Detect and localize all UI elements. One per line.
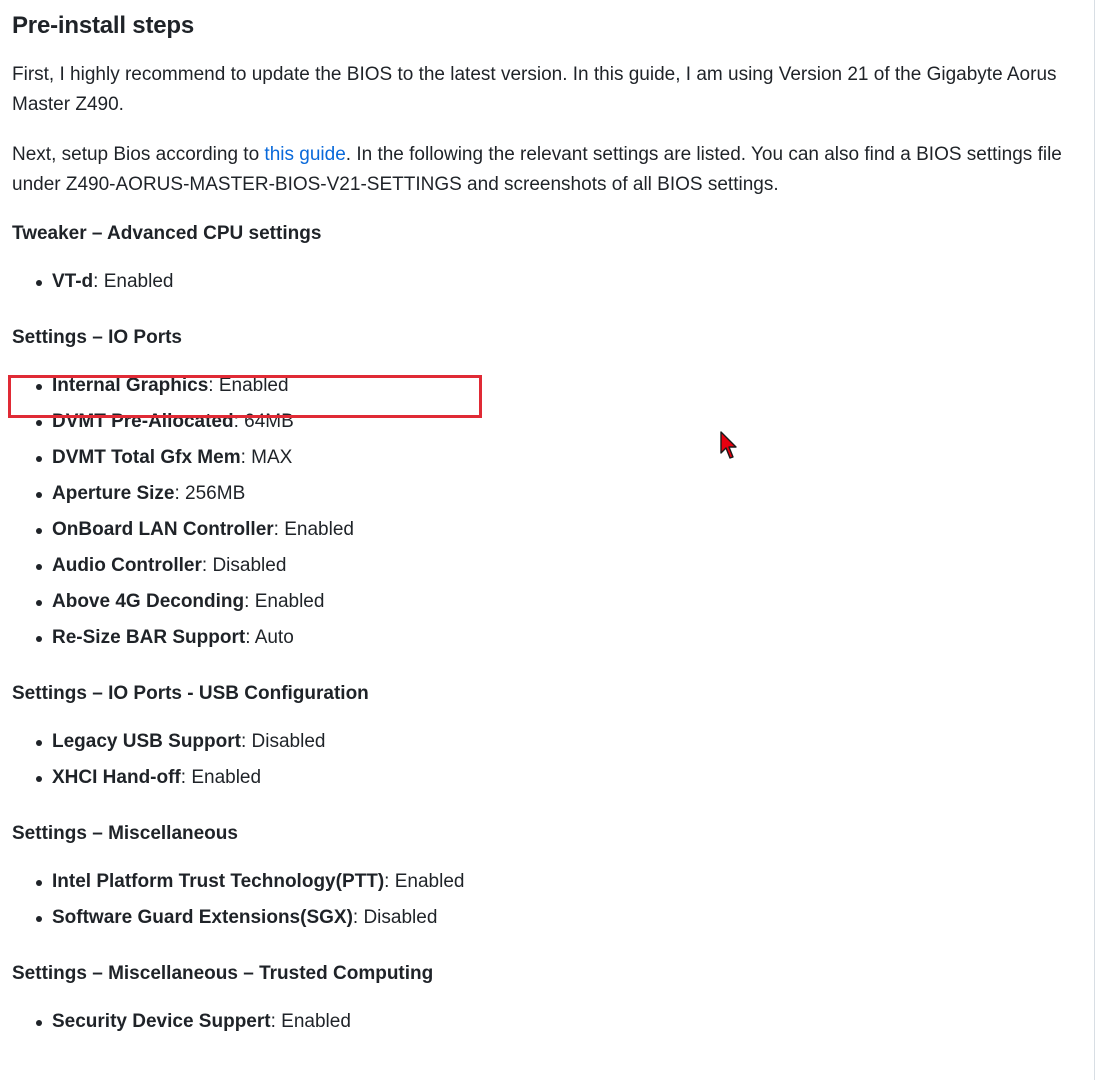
- scrollbar-track[interactable]: [1094, 0, 1098, 1080]
- settings-list-io-ports: [12, 368, 1072, 656]
- setting-name: OnBoard LAN Controller: [52, 519, 274, 540]
- setting-name: DVMT Total Gfx Mem: [52, 447, 241, 468]
- list-item: [52, 724, 1072, 760]
- section-heading-usb-configuration: Settings – IO Ports - USB Configuration: [12, 683, 369, 704]
- setting-value: : MAX: [240, 447, 293, 468]
- list-item: [52, 584, 1072, 620]
- settings-list-miscellaneous: [12, 864, 1072, 936]
- setting-name: Legacy USB Support: [52, 731, 241, 752]
- list-item: [52, 864, 1072, 900]
- list-item: [52, 440, 1072, 476]
- setting-name: Security Device Suppert: [52, 1011, 271, 1032]
- setting-name: XHCI Hand-off: [52, 767, 181, 788]
- list-item: [52, 512, 1072, 548]
- list-item: [52, 548, 1072, 584]
- settings-list-usb-configuration: [12, 724, 1072, 796]
- section-heading-trusted-computing: Settings – Miscellaneous – Trusted Computing: [12, 963, 434, 984]
- list-item: [52, 264, 1072, 300]
- setting-value: : Enabled: [270, 1011, 351, 1032]
- setting-name: Re-Size BAR Support: [52, 627, 246, 648]
- page-title: Pre-install steps: [12, 12, 195, 39]
- setting-value: : Disabled: [201, 555, 287, 576]
- setting-value: : 256MB: [174, 483, 246, 504]
- setting-value: : Enabled: [208, 375, 289, 396]
- setting-value: : Disabled: [352, 907, 438, 928]
- setting-value: : Enabled: [180, 767, 262, 788]
- setup-paragraph: [12, 140, 1072, 200]
- setting-name: VT-d: [52, 271, 94, 292]
- setting-name: Software Guard Extensions(SGX): [52, 907, 353, 928]
- list-item: [52, 476, 1072, 512]
- list-item: [52, 1004, 1072, 1040]
- setup-text-before: Next, setup Bios according to: [12, 144, 265, 165]
- setting-value: : Auto: [245, 627, 294, 648]
- setting-name: Intel Platform Trust Technology(PTT): [52, 871, 385, 892]
- setting-name: DVMT Pre-Allocated: [52, 411, 234, 432]
- list-item: [52, 620, 1072, 656]
- setting-value: : Enabled: [93, 271, 174, 292]
- list-item: [52, 760, 1072, 796]
- setting-name: Audio Controller: [52, 555, 202, 576]
- this-guide-link[interactable]: this guide: [264, 144, 346, 165]
- settings-list-trusted-computing: [12, 1004, 1072, 1040]
- setting-value: : Disabled: [240, 731, 326, 752]
- setup-text-after: . In the following the relevant settings are listed. You can also find a BIOS settings file under Z490-AORUS-MASTER-BIOS-V21-SETTINGS and screenshots of all BIOS settings.: [12, 144, 1062, 195]
- list-item: [52, 404, 1072, 440]
- section-heading-io-ports: Settings – IO Ports: [12, 327, 182, 348]
- list-item: [52, 368, 1072, 404]
- setting-value: : Enabled: [244, 591, 325, 612]
- setting-value: : Enabled: [273, 519, 354, 540]
- setting-value: : Enabled: [384, 871, 465, 892]
- setting-name: Internal Graphics: [52, 375, 209, 396]
- list-item: [52, 900, 1072, 936]
- setting-name: Aperture Size: [52, 483, 175, 504]
- setting-name: Above 4G Deconding: [52, 591, 245, 612]
- settings-list-tweaker: [12, 264, 1072, 300]
- setting-value: : 64MB: [233, 411, 294, 432]
- mouse-pointer-icon: [720, 431, 740, 461]
- section-heading-tweaker: Tweaker – Advanced CPU settings: [12, 223, 322, 244]
- intro-paragraph: First, I highly recommend to update the BIOS to the latest version. In this guide, I am using Version 21 of the Gigabyte Aorus Master Z490.: [12, 64, 1057, 115]
- section-heading-miscellaneous: Settings – Miscellaneous: [12, 823, 238, 844]
